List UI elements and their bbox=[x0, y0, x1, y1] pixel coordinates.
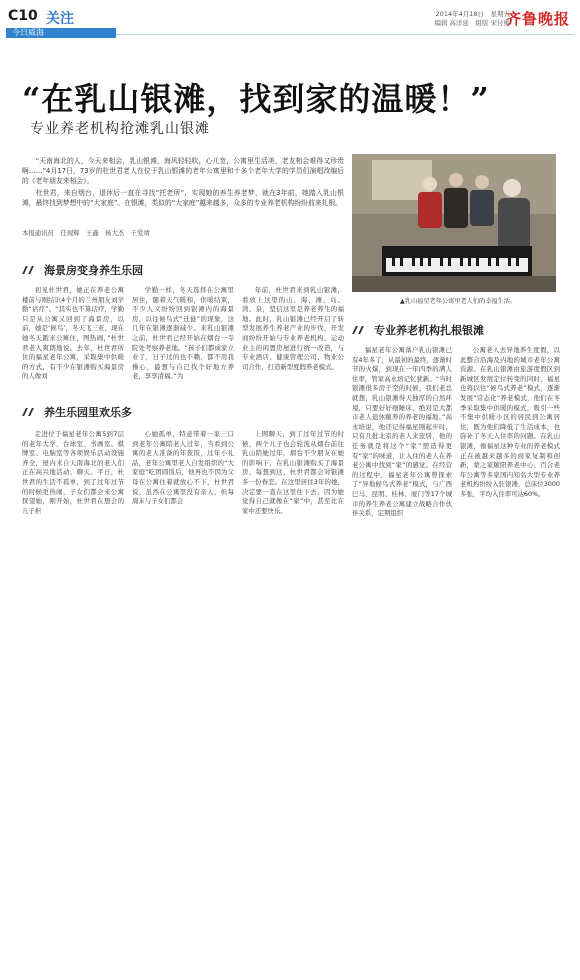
text-column bbox=[132, 430, 234, 507]
subheadline: 专业养老机构抢滩乳山银滩 bbox=[30, 121, 210, 137]
band-label: 今日威海 bbox=[12, 28, 44, 37]
text-column bbox=[132, 286, 234, 382]
body-paragraph: 走进位于福星老年公寓5到7层的老年大学，台球室、书画室、棋牌室、电脑室等各项娱乐活动设施齐全，屋内来自天南海北的老人们正在高兴地活动、聊天。平日，杜世君的生活不孤单，到了过年过节的时候更热闹，子女们都会来公寓探望她，刚开始，杜世君在想会的儿子担 bbox=[22, 430, 124, 515]
header-meta bbox=[370, 10, 510, 28]
byline: 本报通讯员 任现辉 王鑫 杨大杰 王爱靖 bbox=[22, 229, 150, 237]
section-band bbox=[6, 28, 116, 38]
body-paragraph: 学勤一样，冬天选择在公寓里居住，随着天气暖和，供暖结束，不少人又纷纷回到银滩内的海景房，以往候鸟式“迁徙”的现象，这几年在银滩逐渐减少。来乳山银滩之前，杜世君已经开始在烟台一寺院处考察养老地。“孩子们都成家立业了，日子过的也不赖，都不用我操心，最想与自己找个好地方养老，享享清福。”为 bbox=[132, 286, 234, 381]
lead-paragraph: 杜世君，来自烟台，退休后一直在寻找“托老所”，实现她的养生养老梦，就在3年前，她踏入乳山银滩，最终找到梦想中的“大家庭”。在银滩，类似的“大家庭”越来越多，众多的专业养老机构纷纷前来扎根。 bbox=[22, 188, 344, 207]
text-column bbox=[242, 286, 344, 372]
page-header bbox=[6, 6, 574, 36]
text-column bbox=[22, 430, 124, 516]
body-paragraph: 上网聊天，到了过年过节的时候，两个儿子也会轮流从烟台前往乳山陪她过年，烟台不少朋友在她的影响下，在乳山银滩购买了海景房，每想到这，杜世君都会对银滩多一份眷恋。在这里居住3年的她，决定要一直在这里住下去，因为她觉得自己就像在“家”中，甚至比在家中还要快乐。 bbox=[242, 430, 344, 515]
photo-illustration bbox=[352, 154, 556, 292]
photo bbox=[352, 154, 556, 292]
quote-mark-icon bbox=[352, 325, 368, 335]
body-paragraph: 公寓老人去异地养生度假，以此整合沿海及内地的城市老年公寓资源。在乳山银滩由旅游度假区到新城区发展定位转变的同时，福星也将以往“候鸟式养老”模式，逐渐发展“常态化”养老模式，他们在冬季采取集中供暖的模式，吸引一些不集中供暖小区的居民到公寓居住，既为他们降低了生活成本，也弥补了冬天人住率的问题。在乳山银滩，像福星这种专业的养老模式正在被越来越多的商家复制和创新，蒙之家颐阳养老中心、百合老年公寓等多家国内知名大型专业养老机构纷纷入驻银滩，总床位3000多张，平均入住率可达60%。 bbox=[460, 346, 560, 498]
quote-mark-icon bbox=[22, 265, 38, 275]
body-paragraph: 福星老年公寓落户乳山银滩已有4年多了，从最初的最终，逐渐时节的火爆，到现在一年四季的满人住率，管家高永培记忆犹新。“当时银滩很多房子空的时候，我们老总就想，乳山银滩得天独厚的自然环境，只要好好细睡床，绝对是大都市老人退休颐养的养老的福地。”高永培说，他还记得福星刚起步时，只有几批北京的老人来旅居，他的任务就是将这个“家”塑造得更有“家”的味道，让入住的老人在养老公寓中找到“家”的感觉。在经营的过程中，福星老年公寓曾探索了“异地候鸟式养老”模式，与广西巴马、昆明、桂林、厦门等17个城市的养生养老公寓建立战略合作伙伴关系，定期组织 bbox=[352, 346, 452, 518]
text-column bbox=[242, 430, 344, 516]
body-paragraph: 心她孤单，特意带着一家三口到老年公寓陪老人过年，当看到公寓的老人准备的年夜饭，过年小礼品，老年公寓里老人自发组织的“大家庭”吃团圆饭后，他再也不因为父母在公寓住着就放心不下，杜世君说，虽然在公寓里没有亲人，但每周末与子女们都会 bbox=[132, 430, 234, 506]
text-column bbox=[460, 346, 560, 500]
section-title-text: 养生乐园里欢乐多 bbox=[44, 406, 132, 419]
page-number: C10 bbox=[8, 8, 38, 24]
photo-caption-text: 乳山福星老年公寓里老人们的幸福生活。 bbox=[404, 298, 517, 305]
section-title-2 bbox=[22, 404, 132, 420]
photo-caption: ▲乳山福星老年公寓里老人们的幸福生活。 bbox=[400, 298, 517, 305]
date-line: 2014年4月18日 星期五 bbox=[435, 10, 510, 18]
section-title-text: 海景房变身养生乐园 bbox=[44, 264, 143, 277]
section-title-3 bbox=[352, 322, 484, 338]
section-title-text: 专业养老机构扎根银滩 bbox=[374, 324, 484, 337]
quote-mark-icon bbox=[22, 407, 38, 417]
text-column bbox=[22, 286, 124, 382]
body-paragraph: 年前，杜世君来到乳山银滩，看放上这里的山、海、滩、岛、湾、泉，坚信这里是养老养生的福地。此时，乳山银滩已经开启了转型发展养生养老产业的步伐，开发商纷纷开始与专业养老机构、运动业主的闲置房屋进行统一改造，与专业酒店、健康管理公司、物业公司合作，打造新型度假养老模式。 bbox=[242, 286, 344, 371]
lead-paragraph: “天南海北的人，今天来相会，乳山银滩，海风轻轻吹，心儿宽，公寓里生活美，老友相会难得又珍贵啊……”4月17日，73岁的杜世君老人在位于乳山银滩的老年公寓里和十多个老年大学的学员们演唱改编后的《老年朋友来相会》。 bbox=[22, 157, 344, 186]
section-name: 关注 bbox=[46, 11, 74, 27]
body-paragraph: 初见杜世君，她正在养老公寓楼前与刚结识4个月的兰州朋友刘学勤“话疗”。“其实也不算话疗，学勤只是从公寓又回到了海景房，以前，她是‘候鸟’，冬天飞三亚，现在她冬天跑来公寓住，图热闹，”杜世君老人爽朗地说。去年，杜世君所住的福星老年公寓，采取集中供暖的方式，有不少在银滩购买海景房的人像刘 bbox=[22, 286, 124, 381]
header-rule bbox=[116, 34, 574, 35]
masthead-logo: 齐鲁晚报 bbox=[505, 10, 570, 28]
text-column bbox=[352, 346, 452, 519]
headline: “在乳山银滩，找到家的温暖！” bbox=[22, 80, 490, 118]
lead-paragraphs bbox=[22, 156, 344, 209]
section-title-1 bbox=[22, 262, 143, 278]
editors-line: 编辑 高洋延 组版 宋付梅 bbox=[434, 19, 510, 27]
